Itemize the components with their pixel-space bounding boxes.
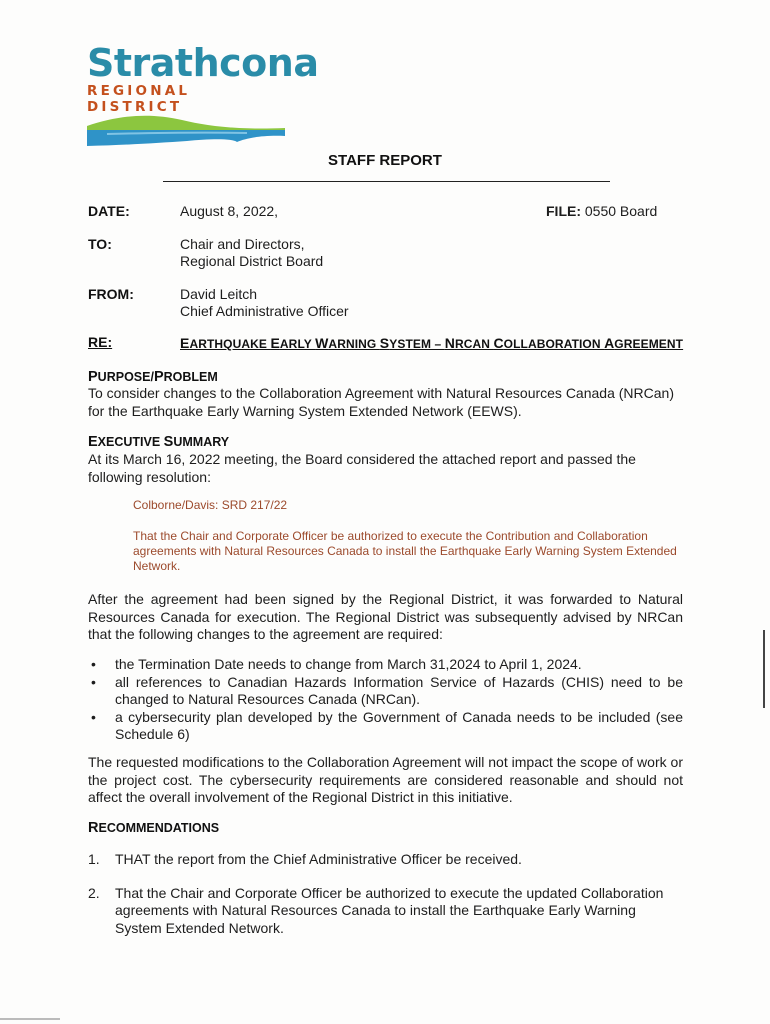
strathcona-logo <box>87 41 319 115</box>
purpose-heading: PURPOSE/PROBLEM <box>88 369 218 385</box>
summary-closing: The requested modifications to the Collaboration Agreement will not impact the scope of work or the project cost. The cybersecurity requirements are considered reasonable and should not affect the overall involvement of the Regional District in this initiative. <box>88 754 683 805</box>
scan-edge-mark <box>0 1018 60 1020</box>
resolution-text: That the Chair and Corporate Officer be authorized to execute the Contribution and Collaboration agreements with Natural Resources Canada to install the Earthquake Early Warning System Extended Network. <box>133 529 677 573</box>
list-item <box>88 885 683 938</box>
title-divider <box>163 181 610 182</box>
to-line-2: Regional District Board <box>180 253 324 269</box>
summary-heading: EXECUTIVE SUMMARY <box>88 434 230 450</box>
recommendations-list <box>88 851 683 937</box>
purpose-text: To consider changes to the Collaboration Agreement with Natural Resources Canada (NRCan) for the Earthquake Early Warning System Extended Network (EEWS). <box>88 385 674 419</box>
date-label: DATE: <box>88 203 130 219</box>
from-line-1: David Leitch <box>180 286 258 302</box>
re-label: RE: <box>88 334 113 350</box>
logo-wordmark: Strathcona <box>87 41 319 85</box>
file-label: FILE: <box>546 203 581 219</box>
logo-subtitle: REGIONAL DISTRICT <box>87 83 191 115</box>
list-item <box>88 674 683 709</box>
bullet-icon: • <box>91 656 96 672</box>
summary-intro: At its March 16, 2022 meeting, the Board considered the attached report and passed the following resolution: <box>88 451 636 485</box>
to-label: TO: <box>88 236 112 252</box>
list-item <box>88 709 683 744</box>
file-value: 0550 Board <box>584 203 658 219</box>
from-label: FROM: <box>88 286 134 302</box>
from-line-2: Chief Administrative Officer <box>180 303 349 319</box>
date-value: August 8, 2022, <box>180 203 279 219</box>
summary-after: After the agreement had been signed by the Regional District, it was forwarded to Natural Resources Canada for execution. The Regional District was subsequently advised by NRCan that the following changes to the agreement are required: <box>88 591 683 642</box>
required-changes-list <box>88 656 683 744</box>
list-item <box>88 851 683 869</box>
item-number: 1. <box>88 851 100 867</box>
recommendation-text: That the Chair and Corporate Officer be authorized to execute the updated Collaboration agreements with Natural Resources Canada to install the Earthquake Early Warning System Extended Network. <box>115 884 664 936</box>
file-field <box>546 203 657 219</box>
list-item <box>88 656 683 674</box>
logo-landscape-icon <box>87 108 287 150</box>
to-value <box>180 236 323 270</box>
recommendations-heading: RECOMMENDATIONS <box>88 820 220 836</box>
from-value <box>180 286 349 320</box>
bullet-icon: • <box>91 708 96 725</box>
report-title: STAFF REPORT <box>328 152 442 169</box>
list-item-text: all references to Canadian Hazards Information Service of Hazards (CHIS) need to be changed to Natural Resources Canada (NRCan). <box>115 673 683 707</box>
list-item-text: the Termination Date needs to change from March 31,2024 to April 1, 2024. <box>115 656 582 672</box>
list-item-text: a cybersecurity plan developed by the Government of Canada needs to be included (see Schedule 6) <box>115 708 683 742</box>
resolution-reference: Colborne/Davis: SRD 217/22 <box>133 498 288 512</box>
to-line-1: Chair and Directors, <box>180 236 305 252</box>
item-number: 2. <box>88 884 100 901</box>
recommendation-text: THAT the report from the Chief Administrative Officer be received. <box>115 851 522 867</box>
re-subject: EARTHQUAKE EARLY WARNING SYSTEM – NRCAN COLLABORATION AGREEMENT <box>180 335 684 351</box>
scan-margin-mark <box>763 630 765 708</box>
bullet-icon: • <box>91 673 96 690</box>
